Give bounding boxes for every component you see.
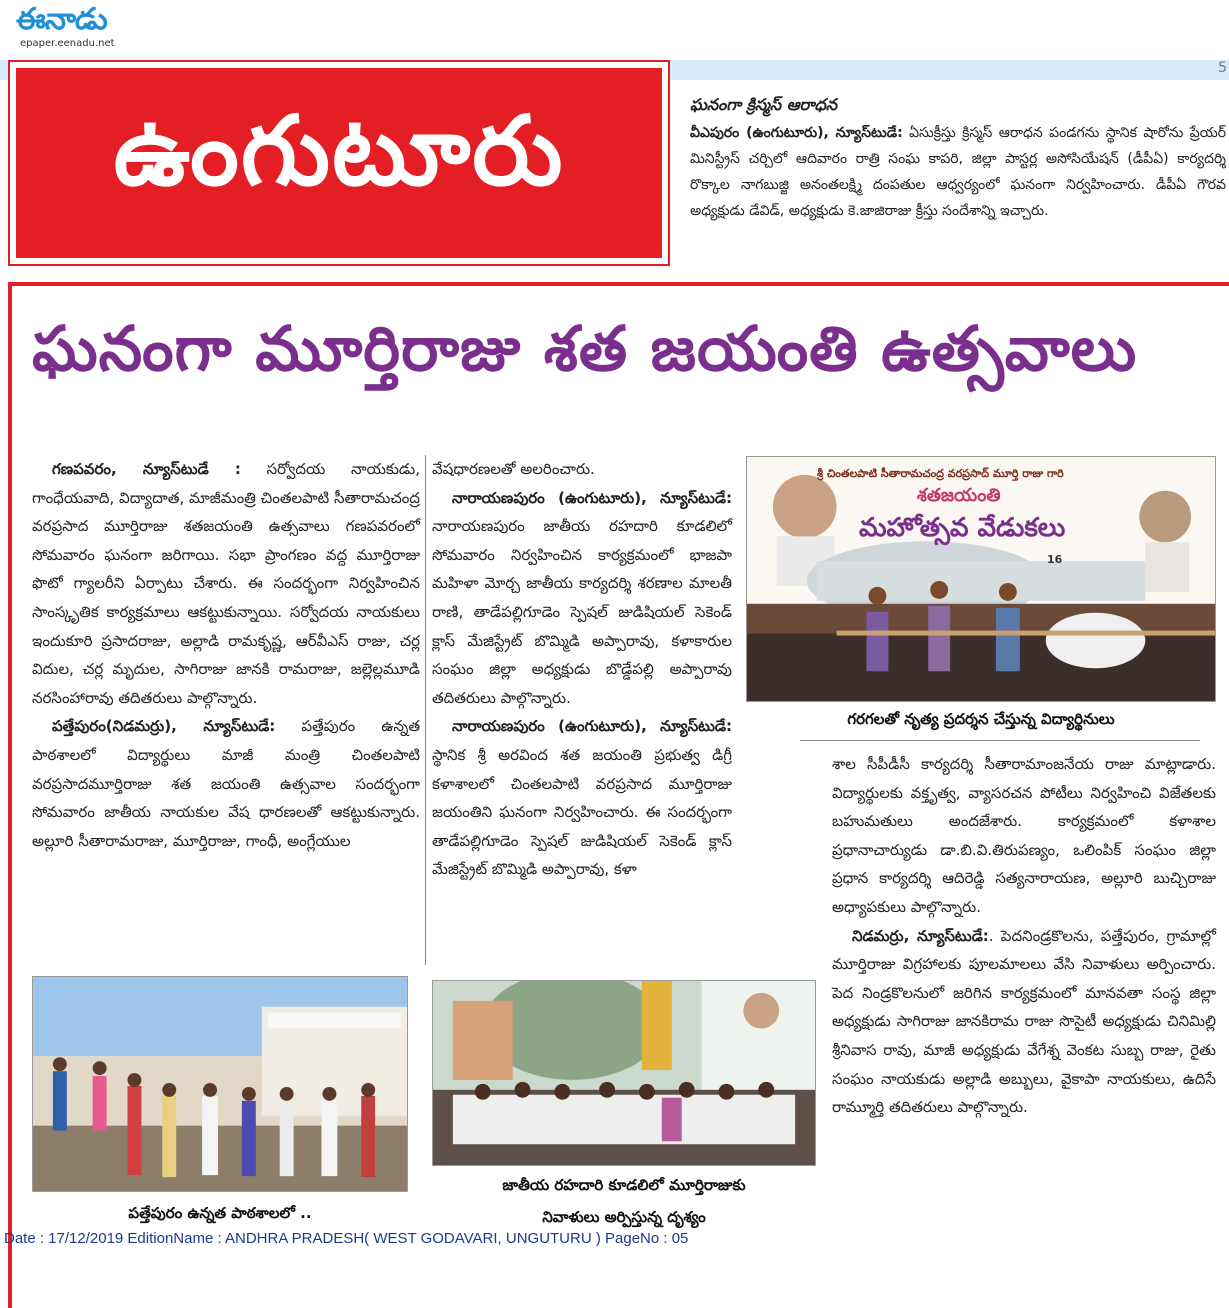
section-title: ఉంగుటూరు (113, 95, 565, 207)
page-footer: Date : 17/12/2019 EditionName : ANDHRA PRADESH( WEST GODAVARI, UNGUTURU ) PageNo : 05 (4, 1230, 689, 1247)
paragraph-text: నారాయణపురం జాతీయ రహదారి కూడలిలో సోమవారం నిర్వహించిన కార్యక్రమంలో భాజపా మహిళా మోర్చ జాతీయ కార్యదర్శి శరణాల మాలతీ రాణి, తాడేపల్లిగూడెం స్పెషల్ జుడిషియల్ సెకెండ్ క్లాస్ మేజిస్ట్రేట్ బొమ్మిడి అప్పారావు, కళాకారుల సంఘం జిల్లా అధ్యక్షుడు బొడ్డేపల్లి అప్పారావు తదితరులు పాల్గొన్నారు. (432, 517, 732, 707)
logo-url: epaper.eenadu.net (20, 38, 115, 49)
article-column-2 (432, 455, 732, 884)
banner-date: 16 (1047, 553, 1063, 566)
junction-photo-caption-2: నివాళులు అర్పిస్తున్న దృశ్యం (542, 1208, 706, 1226)
dateline: పత్తేపురం(నిడమర్రు), న్యూస్‌టుడే: (52, 717, 276, 736)
paragraph-text: సర్వోదయ నాయకుడు, గాంధేయవాది, విద్యాదాత, మాజీమంత్రి చింతలపాటి సీతారామచంద్ర వరప్రసాద మూర్తిరాజు శతజయంతి ఉత్సవాలు గణపవరంలో సోమవారం ఘనంగా జరిగాయి. సభా ప్రాంగణం వద్ద మూర్తిరాజు ఫొటో గ్యాలరీని ఏర్పాటు చేశారు. ఈ సందర్భంగా నిర్వహించిన సాంస్కృతిక కార్యక్రమాలు ఆకట్టుకున్నాయి. సర్వోదయ నాయకులు ఇందుకూరి ప్రసాదరాజు, అల్లాడి రామకృష్ణ, ఆర్‌వీఎస్ రాజు, చర్ల విదుల, చర్ల మృదుల, సాగిరాజు జానకి రామరాజు, జల్లెల్లమూడి నరసింహారావు తదితరులు పాల్గొన్నారు. (32, 460, 420, 707)
banner-line-2: శతజయంతి (917, 485, 1001, 506)
stage-photo-caption: గరగలతో నృత్య ప్రదర్శన చేస్తున్న విద్యార్థినులు (847, 710, 1115, 728)
dateline: నారాయణపురం (ఉంగుటూరు), న్యూస్‌టుడే: (452, 488, 732, 507)
paragraph (432, 455, 732, 484)
junction-photo[interactable] (432, 980, 816, 1166)
paragraph (432, 484, 732, 713)
school-photo-caption: పత్తేపురం ఉన్నత పాఠశాలలో .. (128, 1204, 312, 1222)
article-column-3 (832, 750, 1216, 1122)
banner-line-1: శ్రీ చింతలపాటి సీతారామచంద్ర వరప్రసాద్ మూర్తి రాజు గారి (817, 467, 1064, 480)
brief-body (690, 120, 1226, 224)
brief-text: ఏసుక్రీస్తు క్రిస్మస్ ఆరాధన పండగను స్థానిక షారోను ప్రేయర్ మినిస్ట్రీస్ చర్చిలో ఆదివారం రాత్రి సంఘ కాపరి, జిల్లా పాస్టర్ల అసోసియేషన్ (డీపీఏ) కార్యదర్శి రొక్కాల నాగబుజ్జి అనంతలక్ష్మి దంపతుల ఆధ్వర్యంలో ఘనంగా నిర్వహించారు. డీపీఏ గౌరవ అధ్యక్షుడు డేవిడ్, అధ్యక్షుడు కె.జాజిరాజు క్రీస్తు సందేశాన్ని ఇచ్చారు. (690, 125, 1226, 219)
paragraph-text: వేషధారణలతో అలరించారు. (432, 460, 595, 478)
article-column-1 (32, 455, 420, 855)
brief-dateline: వీఎపురం (ఉంగుటూరు), న్యూస్‌టుడే: (690, 125, 903, 141)
story-headline-box (18, 312, 1218, 412)
dateline: నారాయణపురం (ఉంగుటూరు), న్యూస్‌టుడే: (452, 717, 732, 736)
paragraph-text: . పెదనిండ్రకొలను, పత్తేపురం, గ్రామాల్లో మూర్తిరాజు విగ్రహాలకు పూలమాలలు వేసి నివాళులు అర్పించారు. పెద నిండ్రకొలనులో జరిగిన కార్యక్రమంలో మానవతా సంస్థ జిల్లా అధ్యక్షుడు సాగిరాజు జానకిరామ రాజు సొసైటీ అధ్యక్షుడు చినిమిల్లి శ్రీనివాస రావు, మాజీ అధ్యక్షుడు వేగేశ్న వెంకట సుబ్బ రాజు, రైతు సంఘం నాయకుడు అల్లాడి అబ్బులు, వైకాపా నాయకులు, ఉదిసే రామ్మూర్తి తదితరులు పాల్గొన్నారు. (832, 926, 1216, 1117)
paragraph-text: పత్తేపురం ఉన్నత పాఠశాలలో విద్యార్థులు మాజీ మంత్రి చింతలపాటి వరప్రసాదమూర్తిరాజు శత జయంతి ఉత్సవాల సందర్భంగా సోమవారం జాతీయ నాయకుల వేష ధారణలతో ఆకట్టుకున్నారు. అల్లూరి సీతారామరాజు, మూర్తిరాజు, గాంధీ, అంగ్లేయుల (32, 717, 421, 850)
eenadu-logo[interactable] (12, 2, 142, 52)
paragraph-text: స్థానిక శ్రీ అరవింద శత జయంతి ప్రభుత్వ డిగ్రీ కళాశాలలో చింతలపాటి వరప్రసాద మూర్తిరాజు జయంతిని ఘనంగా నిర్వహించారు. ఈ సందర్భంగా తాడేపల్లిగూడెం స్పెషల్ జుడిషియల్ సెకెండ్ క్లాస్ మేజిస్ట్రేట్ బొమ్మిడి అప్పారావు, కళా (432, 745, 732, 879)
paragraph (832, 922, 1216, 1122)
dateline: గణపవరం, న్యూస్‌టుడే : (52, 460, 241, 478)
brief-news (690, 92, 1226, 224)
dateline: నిడమర్రు, న్యూస్‌టుడే: (852, 926, 989, 945)
junction-photo-caption-1: జాతీయ రహదారి కూడలిలో మూర్తిరాజుకు (502, 1176, 746, 1194)
paragraph (432, 712, 732, 884)
column-divider (425, 455, 426, 965)
stage-photo[interactable] (746, 456, 1216, 702)
paragraph (32, 712, 420, 855)
caption-underline (800, 740, 1200, 741)
corner-mark: 5 (1218, 60, 1227, 76)
paragraph-text: శాల సీపీడీసీ కార్యదర్శి సీతారామాంజనేయ రాజు మాట్లాడారు. విద్యార్థులకు వక్తృత్వ, వ్యాసరచన పోటీలు నిర్వహించి విజేతలకు బహుమతులు అందజేశారు. కార్యక్రమంలో కళాశాల ప్రధానాచార్యుడు డా.బి.వి.తిరుపణ్యం, ఒలింపిక్ సంఘం జిల్లా ప్రధాన కార్యదర్శి ఆదిరెడ్డి సత్యనారాయణ, అల్లూరి బుచ్చిరాజు అధ్యాపకులు పాల్గొన్నారు. (832, 755, 1216, 916)
section-title-box (8, 60, 670, 266)
logo-wordmark: ఈనాడు (16, 2, 107, 37)
paragraph (832, 750, 1216, 922)
brief-headline: ఘనంగా క్రిస్మస్ ఆరాధన (690, 95, 838, 114)
story-headline: ఘనంగా మూర్తిరాజు శత జయంతి ఉత్సవాలు (32, 312, 1138, 385)
paragraph (32, 455, 420, 712)
banner-line-3: మహోత్సవ వేడుకలు (859, 513, 1066, 543)
school-photo[interactable] (32, 976, 408, 1192)
